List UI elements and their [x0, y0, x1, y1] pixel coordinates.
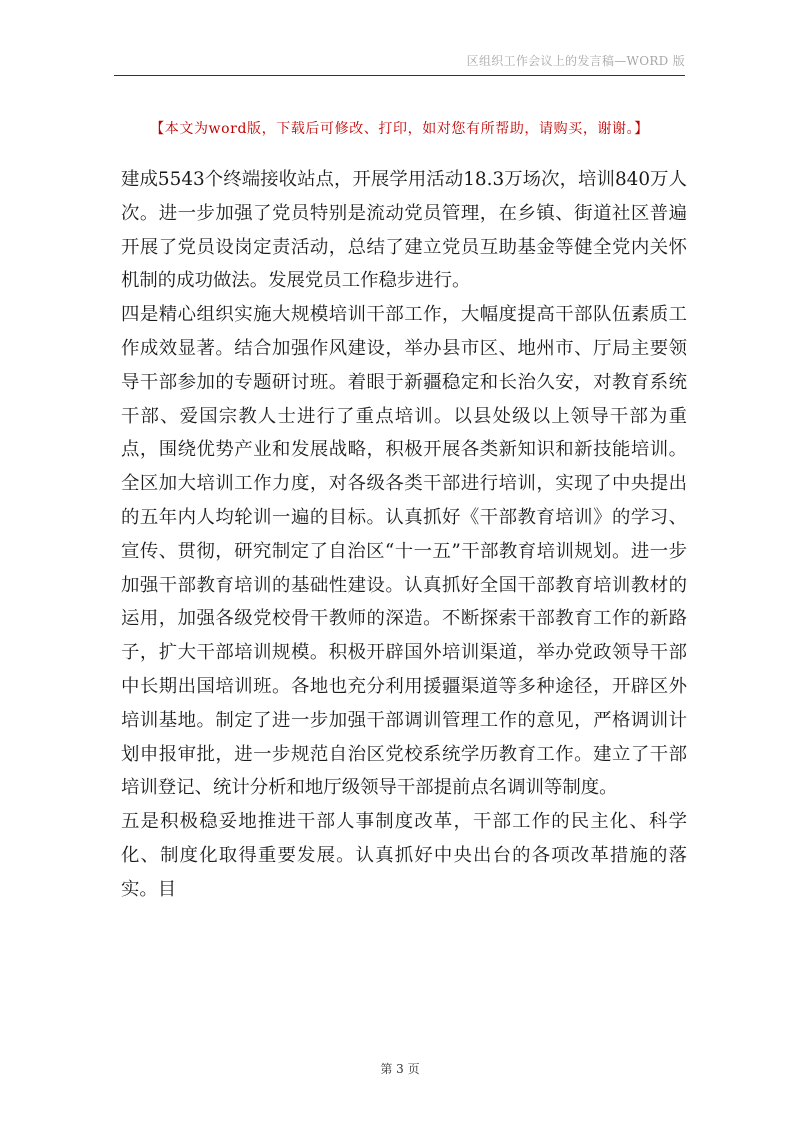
paragraph: 建成5543个终端接收站点，开展学用活动18.3万场次，培训840万人次。进一步加强了党员特别是流动党员管理，在乡镇、街道社区普遍开展了党员设岗定责活动，总结了建立党员互助基金等健全党内关怀机制的成功做法。发展党员工作稳步进行。: [121, 169, 687, 292]
header-divider: [114, 75, 685, 76]
paragraph: 四是精心组织实施大规模培训干部工作，大幅度提高干部队伍素质工作成效显著。结合加强作风建设，举办县市区、地州市、厅局主要领导干部参加的专题研讨班。着眼于新疆稳定和长治久安，对教育系统干部、爱国宗教人士进行了重点培训。以县处级以上领导干部为重点，围绕优势产业和发展战略，积极开展各类新知识和新技能培训。全区加大培训工作力度，对各级各类干部进行培训，实现了中央提出的五年内人均轮训一遍的目标。认真抓好《干部教育培训》的学习、宣传、贯彻，研究制定了自治区“十一五”干部教育培训规划。进一步加强干部教育培训的基础性建设。认真抓好全国干部教育培训教材的运用，加强各级党校骨干教师的深造。不断探索干部教育工作的新路子，扩大干部培训规模。积极开辟国外培训渠道，举办党政领导干部中长期出国培训班。各地也充分利用援疆渠道等多种途径，开辟区外培训基地。制定了进一步加强干部调训管理工作的意见，严格调训计划申报审批，进一步规范自治区党校系统学历教育工作。建立了干部培训登记、统计分析和地厅级领导干部提前点名调训等制度。: [121, 304, 687, 799]
document-body: [121, 163, 687, 907]
paragraph: 五是积极稳妥地推进干部人事制度改革，干部工作的民主化、科学化、制度化取得重要发展。认真抓好中央出台的各项改革措施的落实。目: [121, 811, 687, 900]
download-notice: 【本文为word版，下载后可修改、打印，如对您有所帮助，请购买，谢谢。】: [150, 121, 649, 137]
page-header: 区组织工作会议上的发言稿—WORD 版: [466, 54, 685, 68]
page-number: 第 3 页: [380, 1062, 420, 1076]
